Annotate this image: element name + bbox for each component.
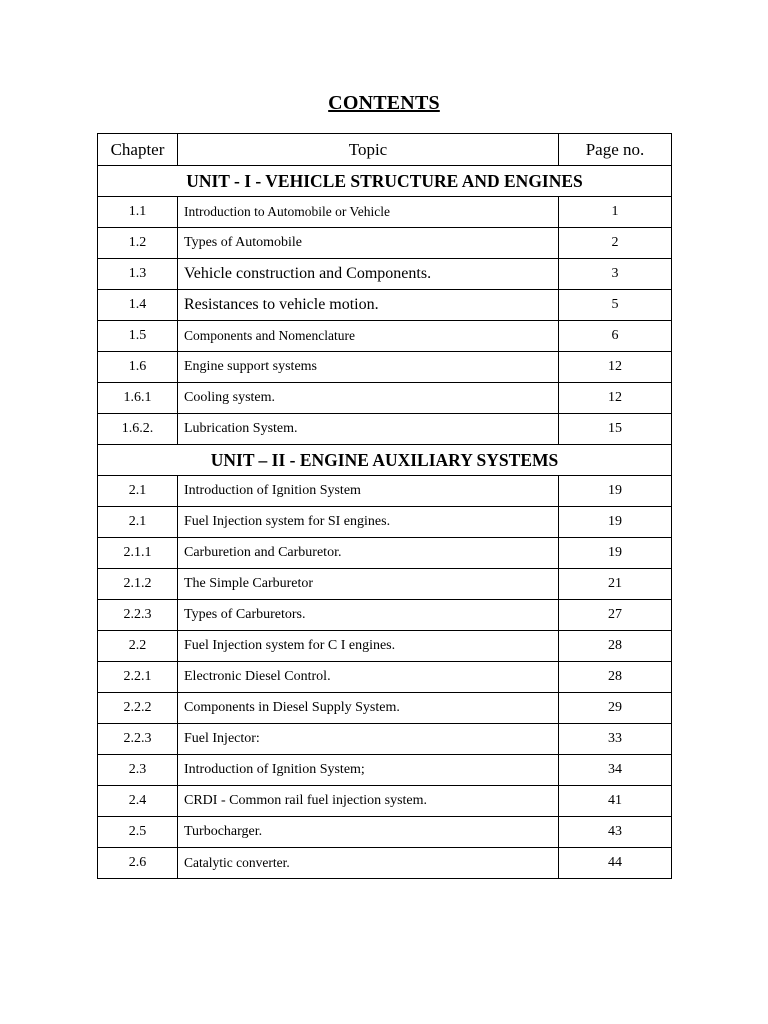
chapter-number: 2.1 bbox=[98, 476, 178, 507]
page-number: 12 bbox=[559, 352, 672, 383]
topic-title: Cooling system. bbox=[178, 383, 559, 414]
page-number: 43 bbox=[559, 817, 672, 848]
topic-title: Electronic Diesel Control. bbox=[178, 662, 559, 693]
table-row bbox=[98, 259, 672, 290]
table-row bbox=[98, 197, 672, 228]
table-row bbox=[98, 228, 672, 259]
page-number: 6 bbox=[559, 321, 672, 352]
chapter-number: 2.3 bbox=[98, 755, 178, 786]
page-number: 3 bbox=[559, 259, 672, 290]
topic-title: Fuel Injection system for SI engines. bbox=[178, 507, 559, 538]
table-row bbox=[98, 414, 672, 445]
page-number: 44 bbox=[559, 848, 672, 879]
table-row bbox=[98, 476, 672, 507]
contents-table bbox=[97, 133, 672, 879]
unit-heading-row bbox=[98, 166, 672, 197]
chapter-number: 2.1.1 bbox=[98, 538, 178, 569]
topic-title: Lubrication System. bbox=[178, 414, 559, 445]
topic-title: Turbocharger. bbox=[178, 817, 559, 848]
topic-title: Resistances to vehicle motion. bbox=[178, 290, 559, 321]
table-row bbox=[98, 321, 672, 352]
page-title: CONTENTS bbox=[328, 92, 440, 114]
chapter-number: 2.1 bbox=[98, 507, 178, 538]
page-number: 19 bbox=[559, 507, 672, 538]
topic-title: Introduction to Automobile or Vehicle bbox=[178, 197, 559, 228]
table-row bbox=[98, 848, 672, 879]
table-row bbox=[98, 569, 672, 600]
topic-title: Components and Nomenclature bbox=[178, 321, 559, 352]
page-number: 19 bbox=[559, 476, 672, 507]
topic-title: Fuel Injector: bbox=[178, 724, 559, 755]
chapter-number: 2.2.1 bbox=[98, 662, 178, 693]
topic-title: Components in Diesel Supply System. bbox=[178, 693, 559, 724]
page-number: 21 bbox=[559, 569, 672, 600]
unit-heading: UNIT – II - ENGINE AUXILIARY SYSTEMS bbox=[98, 445, 672, 476]
unit-heading: UNIT - I - VEHICLE STRUCTURE AND ENGINES bbox=[98, 166, 672, 197]
topic-title: Fuel Injection system for C I engines. bbox=[178, 631, 559, 662]
chapter-number: 2.2 bbox=[98, 631, 178, 662]
topic-title: Introduction of Ignition System; bbox=[178, 755, 559, 786]
chapter-number: 1.1 bbox=[98, 197, 178, 228]
topic-title: Catalytic converter. bbox=[178, 848, 559, 879]
table-row bbox=[98, 693, 672, 724]
page-number: 15 bbox=[559, 414, 672, 445]
chapter-number: 2.1.2 bbox=[98, 569, 178, 600]
page-number: 41 bbox=[559, 786, 672, 817]
table-row bbox=[98, 755, 672, 786]
page-number: 28 bbox=[559, 631, 672, 662]
chapter-number: 1.3 bbox=[98, 259, 178, 290]
table-row bbox=[98, 631, 672, 662]
topic-title: CRDI - Common rail fuel injection system. bbox=[178, 786, 559, 817]
page-number: 33 bbox=[559, 724, 672, 755]
page-number: 28 bbox=[559, 662, 672, 693]
page-number: 29 bbox=[559, 693, 672, 724]
column-header-page: Page no. bbox=[559, 134, 672, 166]
table-row bbox=[98, 600, 672, 631]
column-header-chapter: Chapter bbox=[98, 134, 178, 166]
page-number: 1 bbox=[559, 197, 672, 228]
chapter-number: 2.4 bbox=[98, 786, 178, 817]
page-number: 34 bbox=[559, 755, 672, 786]
chapter-number: 1.4 bbox=[98, 290, 178, 321]
page-number: 5 bbox=[559, 290, 672, 321]
page-number: 12 bbox=[559, 383, 672, 414]
chapter-number: 1.2 bbox=[98, 228, 178, 259]
table-row bbox=[98, 662, 672, 693]
chapter-number: 2.2.3 bbox=[98, 724, 178, 755]
unit-heading-row bbox=[98, 445, 672, 476]
table-row bbox=[98, 538, 672, 569]
table-row bbox=[98, 352, 672, 383]
column-header-topic: Topic bbox=[178, 134, 559, 166]
chapter-number: 2.2.2 bbox=[98, 693, 178, 724]
page-number: 19 bbox=[559, 538, 672, 569]
table-row bbox=[98, 786, 672, 817]
table-row bbox=[98, 724, 672, 755]
page-number: 27 bbox=[559, 600, 672, 631]
chapter-number: 2.5 bbox=[98, 817, 178, 848]
topic-title: Types of Automobile bbox=[178, 228, 559, 259]
table-header-row bbox=[98, 134, 672, 166]
chapter-number: 1.6.2. bbox=[98, 414, 178, 445]
chapter-number: 2.6 bbox=[98, 848, 178, 879]
chapter-number: 1.6 bbox=[98, 352, 178, 383]
page-number: 2 bbox=[559, 228, 672, 259]
table-row bbox=[98, 817, 672, 848]
chapter-number: 1.5 bbox=[98, 321, 178, 352]
table-row bbox=[98, 383, 672, 414]
table-row bbox=[98, 290, 672, 321]
table-row bbox=[98, 507, 672, 538]
topic-title: Introduction of Ignition System bbox=[178, 476, 559, 507]
topic-title: Carburetion and Carburetor. bbox=[178, 538, 559, 569]
topic-title: The Simple Carburetor bbox=[178, 569, 559, 600]
topic-title: Types of Carburetors. bbox=[178, 600, 559, 631]
chapter-number: 1.6.1 bbox=[98, 383, 178, 414]
topic-title: Engine support systems bbox=[178, 352, 559, 383]
topic-title: Vehicle construction and Components. bbox=[178, 259, 559, 290]
chapter-number: 2.2.3 bbox=[98, 600, 178, 631]
